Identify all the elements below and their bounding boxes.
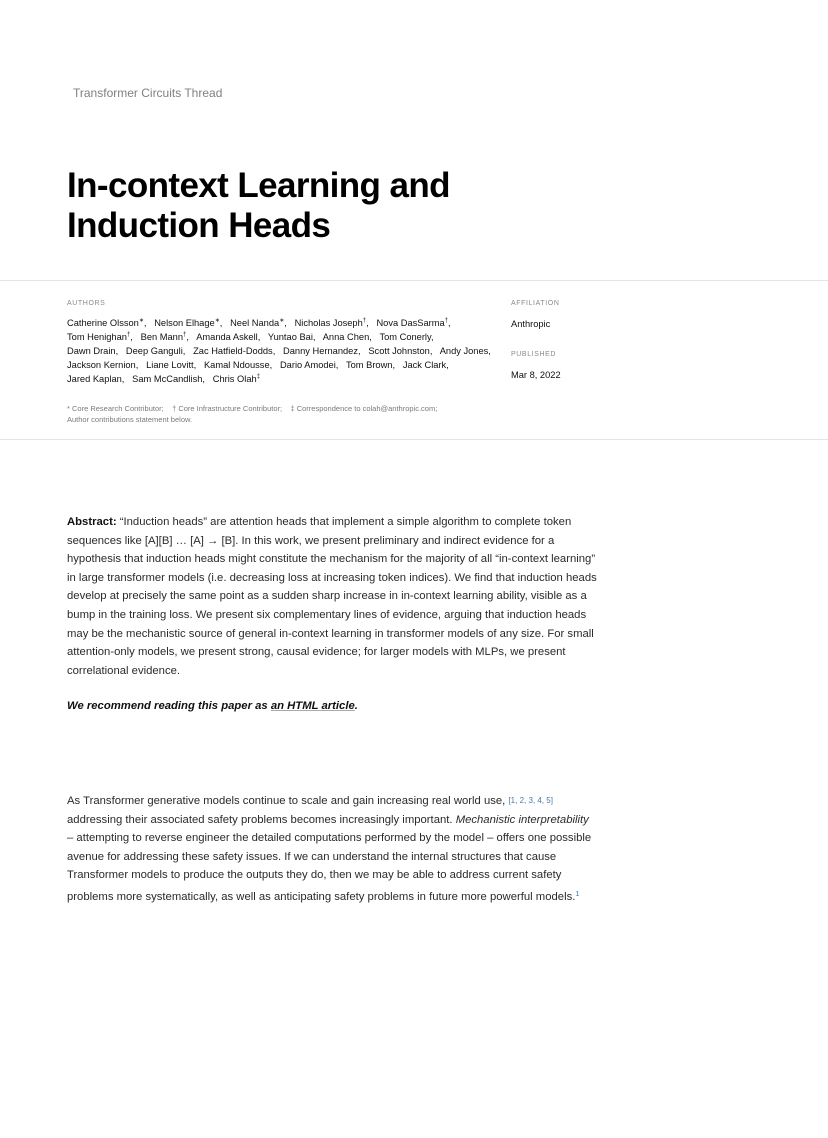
- author-name-text: Dawn Drain: [67, 346, 116, 356]
- author-name: Tom Conerly,: [379, 332, 434, 342]
- author-name-text: Nova DasSarma: [376, 318, 445, 328]
- published-heading: PUBLISHED: [511, 351, 557, 358]
- intro-text-3: – attempting to reverse engineer the detailed computations performed by the model – offers one possible avenue for addressing these safety issues. If we can understand the internal structures that cause Transformer models to produce the outputs they do, then we may be able to address current safety problems more systematically, as well as anticipating safety problems in future more powerful models.: [67, 832, 592, 903]
- author-name: Jackson Kernion,: [67, 360, 139, 370]
- author-name-text: Sam McCandlish: [132, 374, 203, 384]
- recommend-prefix: We recommend reading this paper as: [67, 700, 271, 712]
- author-name: Amanda Askell,: [196, 332, 261, 342]
- author-name-text: Dario Amodei: [279, 360, 336, 370]
- author-mark: †: [362, 317, 367, 324]
- author-name: Zac Hatfield-Dodds,: [193, 346, 276, 356]
- author-name: Tom Henighan†,: [67, 331, 133, 342]
- author-name-text: Zac Hatfield-Dodds: [193, 346, 273, 356]
- author-name: Catherine Olsson∗,: [67, 317, 147, 328]
- author-mark: ‡: [256, 373, 261, 380]
- header-divider: [0, 280, 828, 281]
- author-name-text: Tom Henighan: [67, 332, 127, 342]
- author-name-text: Scott Johnston: [368, 346, 430, 356]
- author-name: Sam McCandlish,: [132, 374, 206, 384]
- author-name: Deep Ganguli,: [125, 346, 186, 356]
- author-name-text: Andy Jones: [439, 346, 489, 356]
- author-name: Kamal Ndousse,: [203, 360, 273, 370]
- author-name-text: Amanda Askell: [196, 332, 258, 342]
- author-name: Nova DasSarma†,: [376, 317, 451, 328]
- author-name: Andy Jones,: [439, 346, 491, 356]
- author-name: Scott Johnston,: [368, 346, 433, 356]
- thread-link[interactable]: Transformer Circuits Thread: [73, 86, 223, 100]
- author-name: Tom Brown,: [345, 360, 396, 370]
- author-name-text: Anna Chen: [322, 332, 370, 342]
- author-name: Anna Chen,: [322, 332, 372, 342]
- author-name: Jared Kaplan,: [67, 374, 125, 384]
- author-name-text: Liane Lovitt: [146, 360, 194, 370]
- author-mark: ∗: [214, 317, 220, 324]
- author-mark: †: [444, 317, 449, 324]
- footnote-core: * Core Research Contributor;: [67, 404, 164, 413]
- author-mark: †: [126, 331, 131, 338]
- author-name-text: Nicholas Joseph: [294, 318, 363, 328]
- author-name: Ben Mann†,: [140, 331, 189, 342]
- abstract-label: Abstract:: [67, 516, 117, 528]
- author-name: Nicholas Joseph†,: [294, 317, 369, 328]
- author-name: Danny Hernandez,: [283, 346, 361, 356]
- footnote-ref-link[interactable]: 1: [575, 888, 580, 898]
- author-name: Liane Lovitt,: [146, 360, 197, 370]
- page-title: In-context Learning and Induction Heads: [67, 166, 450, 245]
- abstract-text: “Induction heads” are attention heads that implement a simple algorithm to complete token sequences like [A][B] … [A] → [B]. In this work, we present preliminary and indirect evidence for a hypothesis that induction heads might constitute the mechanism for the majority of all “in-context learning” in large transformer models (i.e. decreasing loss at increasing token indices). We find that induction heads develop at precisely the same point as a sudden sharp increase in in-context learning ability, visible as a bump in the training loss. We present six complementary lines of evidence, arguing that induction heads may be the mechanistic source of general in-context learning in transformer models of any size. For small attention-only models, we present strong, causal evidence; for larger models with MLPs, we present correlational evidence.: [67, 516, 597, 677]
- author-mark: ∗: [138, 317, 144, 324]
- author-name-text: Tom Brown: [345, 360, 393, 370]
- author-name-text: Kamal Ndousse: [203, 360, 270, 370]
- authors-list: [67, 316, 497, 386]
- recommend-note: [67, 700, 358, 712]
- author-name: Dario Amodei,: [279, 360, 339, 370]
- author-name-text: Danny Hernandez: [283, 346, 358, 356]
- author-name-text: Jackson Kernion: [67, 360, 136, 370]
- html-article-link[interactable]: an HTML article: [270, 700, 355, 712]
- abstract: [67, 513, 597, 680]
- authors-heading: AUTHORS: [67, 300, 106, 307]
- author-name: Jack Clark,: [402, 360, 449, 370]
- affiliation-value: Anthropic: [511, 319, 551, 329]
- intro-text-2: addressing their associated safety problems becomes increasingly important.: [67, 813, 456, 826]
- author-name: Dawn Drain,: [67, 346, 119, 356]
- author-name-text: Yuntao Bai: [267, 332, 313, 342]
- author-footnotes: [67, 403, 507, 425]
- recommend-suffix: .: [354, 700, 358, 712]
- citation-link[interactable]: [1, 2, 3, 4, 5]: [508, 796, 553, 805]
- author-name-text: Ben Mann: [140, 332, 184, 342]
- affiliation-heading: AFFILIATION: [511, 300, 560, 307]
- intro-paragraph: [67, 792, 597, 907]
- meta-divider: [0, 439, 828, 440]
- published-date: Mar 8, 2022: [511, 370, 561, 380]
- footnote-infra: † Core Infrastructure Contributor;: [172, 404, 283, 413]
- intro-text-1: As Transformer generative models continue to scale and gain increasing real world use,: [67, 795, 506, 807]
- author-name-text: Catherine Olsson: [67, 318, 139, 328]
- intro-emphasis: Mechanistic interpretability: [455, 813, 589, 826]
- author-name: [213, 374, 260, 384]
- author-name-text: Deep Ganguli: [125, 346, 183, 356]
- author-name: Yuntao Bai,: [267, 332, 316, 342]
- author-name: Neel Nanda∗,: [230, 317, 287, 328]
- author-name-text: Nelson Elhage: [154, 318, 215, 328]
- footnote-contributions[interactable]: Author contributions statement below.: [67, 415, 193, 424]
- author-name: Nelson Elhage∗,: [154, 317, 223, 328]
- author-name-text: Neel Nanda: [230, 318, 280, 328]
- author-mark: †: [183, 331, 187, 338]
- footnote-correspondence: ‡ Correspondence to colah@anthropic.com;: [290, 404, 438, 413]
- author-name-text: Jared Kaplan: [67, 374, 122, 384]
- author-mark: ∗: [279, 317, 285, 324]
- author-name-text: Jack Clark: [402, 360, 447, 370]
- author-name-text: Chris Olah: [212, 374, 257, 384]
- author-name-text: Tom Conerly: [379, 332, 431, 342]
